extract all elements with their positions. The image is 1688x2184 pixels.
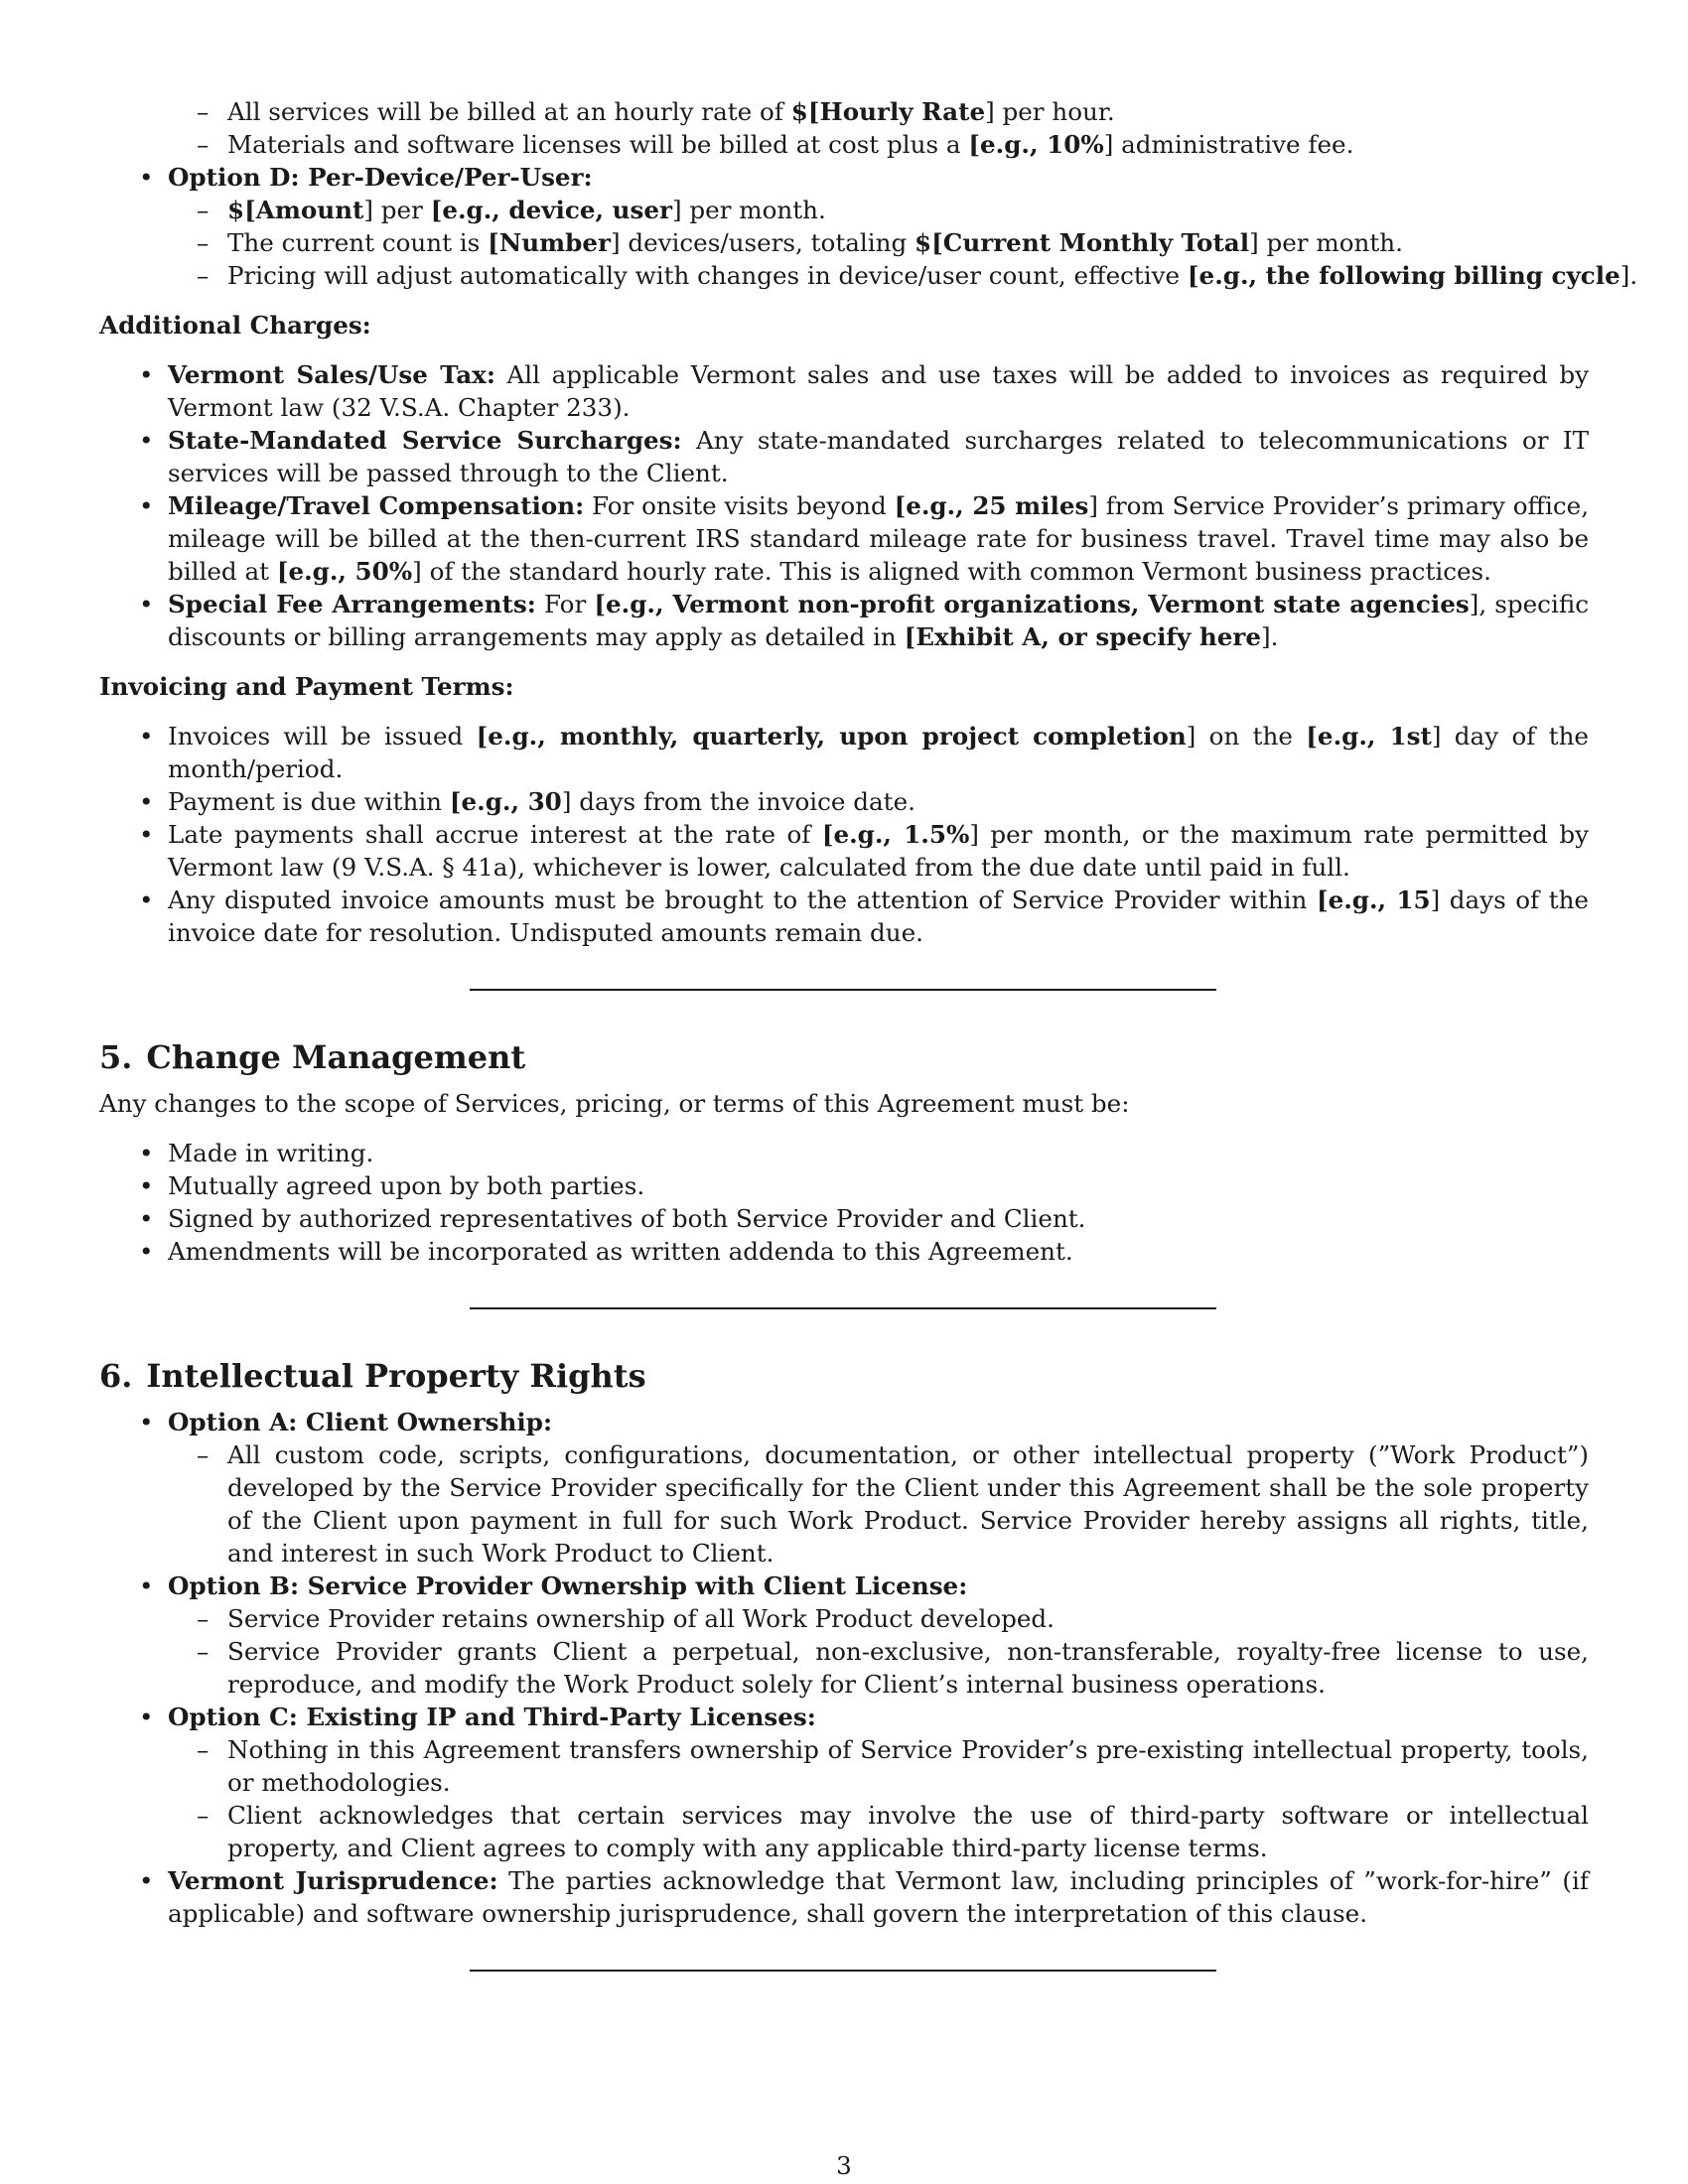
section-6-heading: 6. Intellectual Property Rights — [99, 1357, 646, 1395]
option-c-label: Option C: Existing IP and Third-Party Licenses: — [168, 1703, 816, 1731]
list-item: • Mileage/Travel Compensation: For onsite visits beyond [e.g., 25 miles] from Service Provider’s primary office, mileage will be billed at the then-current IRS standard mileage rate for business travel. Travel time may also be billed at [e.g., 50%] of the standard hourly rate. This is aligned with common Vermont business practices. — [99, 489, 1589, 588]
list-item: – $[Amount] per [e.g., device, user] per month. — [168, 194, 1589, 226]
option-c-sublist — [168, 95, 1589, 161]
option-b-sublist — [168, 1602, 1589, 1701]
list-item: – Pricing will adjust automatically with changes in device/user count, effective [e.g., the following billing cycle]. — [168, 259, 1589, 292]
additional-charges-heading: Additional Charges: — [99, 311, 371, 340]
list-item: – All custom code, scripts, configurations, documentation, or other intellectual property (”Work Product”) developed by the Service Provider specifically for the Client under this Agreement shall be the sole property of the Client upon payment in full for such Work Product. Service Provider hereby assigns all rights, title, and interest in such Work Product to Client. — [168, 1438, 1589, 1570]
list-item: • Made in writing. — [99, 1137, 1589, 1169]
option-a-label: Option A: Client Ownership: — [168, 1408, 553, 1436]
section-5-heading: 5. Change Management — [99, 1038, 526, 1076]
list-item: – Service Provider grants Client a perpetual, non-exclusive, non-transferable, royalty-free license to use, reproduce, and modify the Work Product solely for Client’s internal business operations. — [168, 1635, 1589, 1701]
list-item: • Mutually agreed upon by both parties. — [99, 1169, 1589, 1202]
list-item: • Invoices will be issued [e.g., monthly, quarterly, upon project completion] on the [e.g., 1st] day of the month/period. — [99, 720, 1589, 785]
section-6-list — [99, 1406, 1589, 1930]
list-item: • Vermont Sales/Use Tax: All applicable Vermont sales and use taxes will be added to invoices as required by Vermont law (32 V.S.A. Chapter 233). — [99, 358, 1589, 424]
list-item: • Any disputed invoice amounts must be brought to the attention of Service Provider within [e.g., 15] days of the invoice date for resolution. Undisputed amounts remain due. — [99, 884, 1589, 949]
invoicing-list — [99, 720, 1589, 949]
list-item — [99, 1406, 1589, 1570]
option-d-sublist — [168, 194, 1638, 292]
list-item — [99, 1570, 1589, 1701]
list-item: – Service Provider retains ownership of all Work Product developed. — [168, 1602, 1589, 1635]
list-item — [99, 161, 1638, 292]
list-item: – The current count is [Number] devices/users, totaling $[Current Monthly Total] per month. — [168, 226, 1589, 259]
option-a-sublist — [168, 1438, 1589, 1570]
list-item: • Vermont Jurisprudence: The parties acknowledge that Vermont law, including principles of ”work-for-hire” (if applicable) and software ownership jurisprudence, shall govern the interpretation of this clause. — [99, 1864, 1589, 1930]
option-d-label: Option D: Per-Device/Per-User: — [168, 163, 593, 192]
section-divider — [470, 1970, 1216, 1972]
list-item — [99, 1701, 1589, 1864]
list-item: • Signed by authorized representatives of both Service Provider and Client. — [99, 1202, 1589, 1235]
section-5-list — [99, 1137, 1589, 1268]
invoicing-heading: Invoicing and Payment Terms: — [99, 672, 514, 701]
list-item: • Payment is due within [e.g., 30] days from the invoice date. — [99, 785, 1589, 818]
option-d-list — [99, 161, 1638, 292]
section-divider — [470, 989, 1216, 991]
list-item: • Amendments will be incorporated as written addenda to this Agreement. — [99, 1235, 1589, 1268]
list-item: • Special Fee Arrangements: For [e.g., Vermont non-profit organizations, Vermont state agencies], specific discounts or billing arrangements may apply as detailed in [Exhibit A, or specify here]. — [99, 588, 1589, 653]
document-page — [99, 95, 1638, 1972]
option-b-label: Option B: Service Provider Ownership with Client License: — [168, 1571, 968, 1600]
list-item: – Client acknowledges that certain services may involve the use of third-party software or intellectual property, and Client agrees to comply with any applicable third-party license terms. — [168, 1799, 1589, 1864]
additional-charges-list — [99, 358, 1589, 653]
list-item: – Nothing in this Agreement transfers ownership of Service Provider’s pre-existing intellectual property, tools, or methodologies. — [168, 1733, 1589, 1799]
option-c-ip-sublist — [168, 1733, 1589, 1864]
list-item: – All services will be billed at an hourly rate of $[Hourly Rate] per hour. — [168, 95, 1589, 128]
page-number: 3 — [836, 2151, 852, 2180]
section-divider — [470, 1307, 1216, 1309]
section-5-intro: Any changes to the scope of Services, pricing, or terms of this Agreement must be: — [99, 1089, 1130, 1118]
list-item: • State-Mandated Service Surcharges: Any state-mandated surcharges related to telecommunications or IT services will be passed through to the Client. — [99, 424, 1589, 489]
list-item: – Materials and software licenses will be billed at cost plus a [e.g., 10%] administrative fee. — [168, 128, 1589, 161]
list-item: • Late payments shall accrue interest at the rate of [e.g., 1.5%] per month, or the maximum rate permitted by Vermont law (9 V.S.A. § 41a), whichever is lower, calculated from the due date until paid in full. — [99, 818, 1589, 884]
